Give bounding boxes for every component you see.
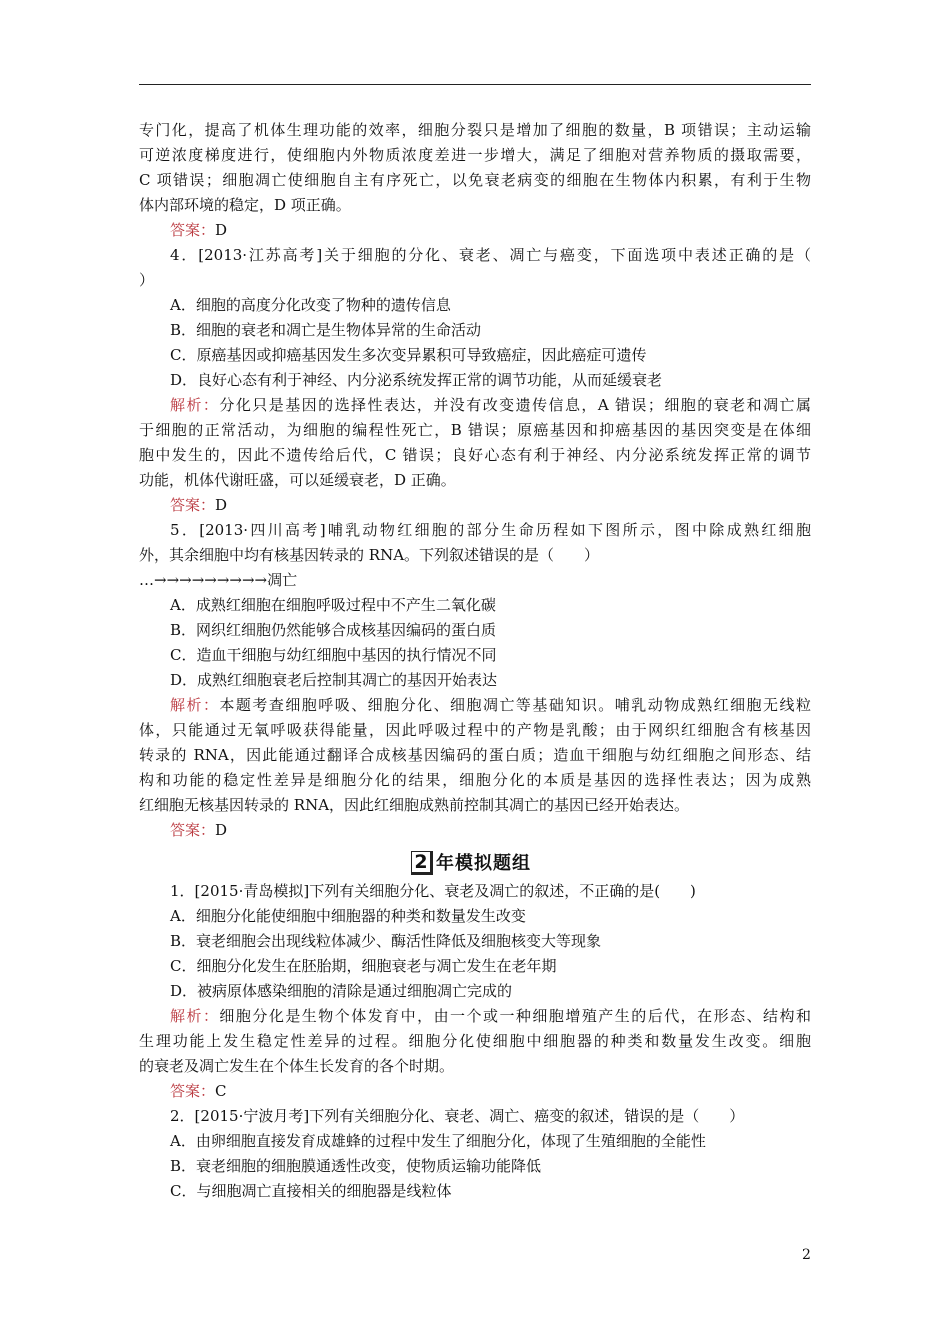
analysis-line <box>139 393 811 418</box>
option-b: B．细胞的衰老和凋亡是生物体异常的生命活动 <box>170 321 482 339</box>
analysis-line: 体，只能通过无氧呼吸获得能量，因此呼吸过程中的产物是乳酸；由于网织红细胞含有核基因 <box>139 721 811 739</box>
option-b: B．衰老细胞会出现线粒体减少、酶活性降低及细胞核变大等现象 <box>170 932 602 950</box>
option-c: C．原癌基因或抑癌基因发生多次变异累积可导致癌症，因此癌症可遗传 <box>170 346 647 364</box>
option-a: A．细胞的高度分化改变了物种的遗传信息 <box>170 296 451 314</box>
option-c: C．细胞分化发生在胚胎期，细胞衰老与凋亡发生在老年期 <box>170 957 557 975</box>
answer-value: C <box>215 1082 227 1100</box>
option-a: A．由卵细胞直接发育成雄蜂的过程中发生了细胞分化，体现了生殖细胞的全能性 <box>170 1132 706 1150</box>
answer-line <box>139 1079 811 1104</box>
analysis-text: 分化只是基因的选择性表达，并没有改变遗传信息，A 错误；细胞的衰老和凋亡属 <box>219 396 811 414</box>
analysis-line: 构和功能的稳定性差异是细胞分化的结果，细胞分化的本质是基因的选择性表达；因为成熟 <box>139 771 811 789</box>
answer-label: 答案： <box>170 221 216 239</box>
analysis-line: 的衰老及凋亡发生在个体生长发育的各个时期。 <box>139 1057 455 1075</box>
text-line: 专门化，提高了机体生理功能的效率，细胞分裂只是增加了细胞的数量，B 项错误；主动运输 <box>139 121 811 139</box>
option-d: D．被病原体感染细胞的清除是通过细胞凋亡完成的 <box>170 982 513 1000</box>
analysis-line <box>139 693 811 718</box>
answer-line <box>139 218 811 243</box>
analysis-line: 转录的 RNA，因此能通过翻译合成核基因编码的蛋白质；造血干细胞与幼红细胞之间形态、结 <box>139 746 811 764</box>
answer-label: 答案： <box>170 496 216 514</box>
answer-label: 答案： <box>170 821 216 839</box>
answer-line <box>139 818 811 843</box>
analysis-line: 红细胞无核基因转录的 RNA，因此红细胞成熟前控制其凋亡的基因已经开始表达。 <box>139 796 690 814</box>
process-diagram: …→→→→→→→→→凋亡 <box>139 571 298 589</box>
option-b: B．网织红细胞仍然能够合成核基因编码的蛋白质 <box>170 621 497 639</box>
question-stem-cont: ） <box>139 271 155 289</box>
section-heading <box>139 847 811 877</box>
text-line: C 项错误；细胞凋亡使细胞自主有序死亡，以免衰老病变的细胞在生物体内积累，有利于生物 <box>139 171 811 189</box>
question-stem: 4．[2013·江苏高考]关于细胞的分化、衰老、凋亡与癌变，下面选项中表述正确的是（ <box>170 246 811 264</box>
option-c: C．造血干细胞与幼红细胞中基因的执行情况不同 <box>170 646 497 664</box>
question-stem: 1．[2015·青岛模拟]下列有关细胞分化、衰老及凋亡的叙述，不正确的是( ) <box>170 882 696 900</box>
option-c: C．与细胞凋亡直接相关的细胞器是线粒体 <box>170 1182 452 1200</box>
answer-line <box>139 493 811 518</box>
answer-value: D <box>215 221 228 239</box>
analysis-line: 于细胞的正常活动，为细胞的编程性死亡，B 错误；原癌基因和抑癌基因的基因突变是在体细 <box>139 421 811 439</box>
answer-label: 答案： <box>170 1082 216 1100</box>
header-rule <box>139 84 811 85</box>
option-d: D．成熟红细胞衰老后控制其凋亡的基因开始表达 <box>170 671 498 689</box>
option-d: D．良好心态有利于神经、内分泌系统发挥正常的调节功能，从而延缓衰老 <box>170 371 663 389</box>
page-content <box>139 118 811 1204</box>
analysis-text: 细胞分化是生物个体发育中，由一个或一种细胞增殖产生的后代，在形态、结构和 <box>219 1007 811 1025</box>
answer-value: D <box>215 821 228 839</box>
analysis-line: 胞中发生的，因此不遗传给后代，C 错误；良好心态有利于神经、内分泌系统发挥正常的调节 <box>139 446 811 464</box>
analysis-line: 生理功能上发生稳定性差异的过程。细胞分化使细胞中细胞器的种类和数量发生改变。细胞 <box>139 1032 811 1050</box>
option-a: A．细胞分化能使细胞中细胞器的种类和数量发生改变 <box>170 907 526 925</box>
question-stem: 2．[2015·宁波月考]下列有关细胞分化、衰老、凋亡、癌变的叙述，错误的是（ ） <box>170 1107 745 1125</box>
option-b: B．衰老细胞的细胞膜通透性改变，使物质运输功能降低 <box>170 1157 542 1175</box>
section-title: 年模拟题组 <box>436 852 531 874</box>
page-number: 2 <box>802 1247 811 1263</box>
answer-value: D <box>215 496 228 514</box>
text-line: 体内部环境的稳定，D 项正确。 <box>139 196 351 214</box>
analysis-label: 解析： <box>170 396 220 414</box>
option-a: A．成熟红细胞在细胞呼吸过程中不产生二氧化碳 <box>170 596 496 614</box>
question-stem: 5．[2013·四川高考]哺乳动物红细胞的部分生命历程如下图所示，图中除成熟红细胞 <box>170 521 811 539</box>
analysis-label: 解析： <box>170 1007 220 1025</box>
analysis-text: 本题考查细胞呼吸、细胞分化、细胞凋亡等基础知识。哺乳动物成熟红细胞无线粒 <box>219 696 811 714</box>
analysis-label: 解析： <box>170 696 220 714</box>
analysis-line: 功能，机体代谢旺盛，可以延缓衰老，D 正确。 <box>139 471 456 489</box>
analysis-line <box>139 1004 811 1029</box>
text-line: 可逆浓度梯度进行，使细胞内外物质浓度差进一步增大，满足了细胞对营养物质的摄取需要， <box>139 146 811 164</box>
question-stem-cont: 外，其余细胞中均有核基因转录的 RNA。下列叙述错误的是（ ） <box>139 546 600 564</box>
section-number-box: 2 <box>411 851 433 875</box>
